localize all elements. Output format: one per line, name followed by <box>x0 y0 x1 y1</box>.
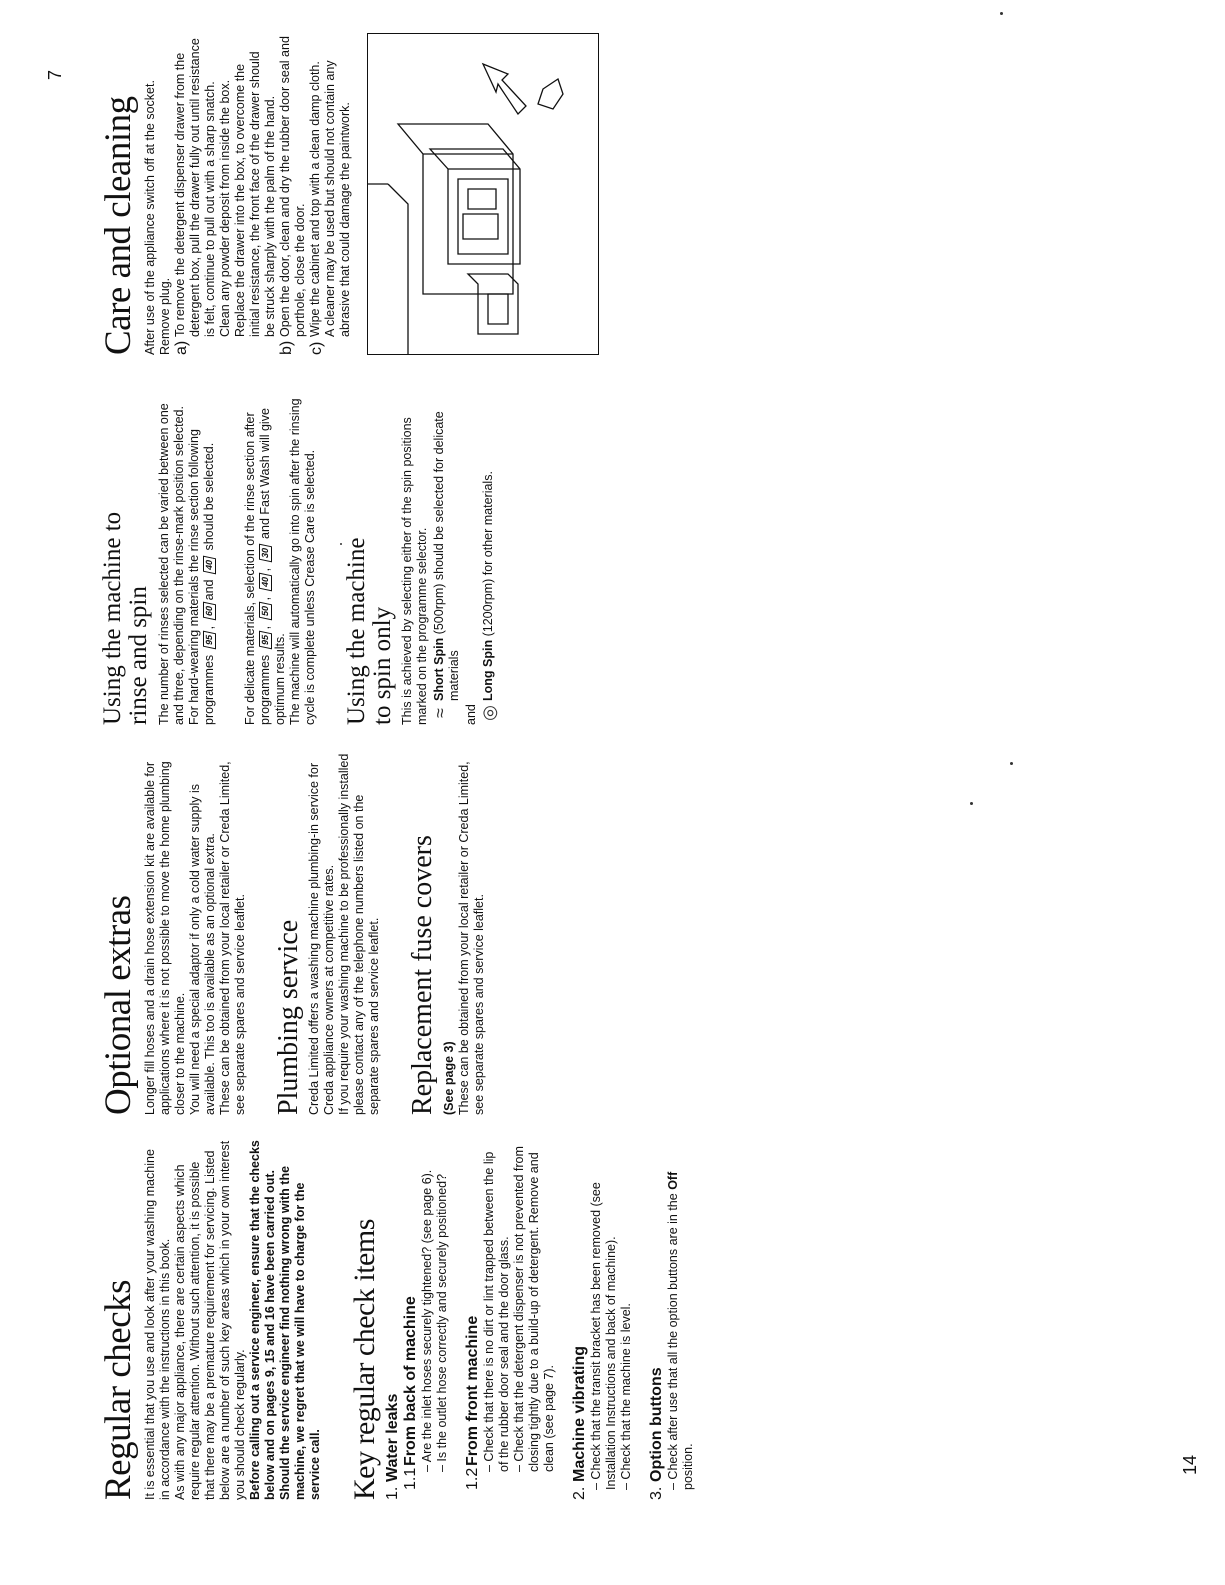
page-number-right: 7 <box>45 69 65 80</box>
rinse-text: For delicate materials, selection of the rinse section after programmes <box>242 412 272 725</box>
regular-checks-paragraph: It is essential that you use and look after your washing machine in accordance with the instructions in this book. <box>142 1149 172 1500</box>
short-spin-text <box>432 380 462 701</box>
rinse-paragraph: The number of rinses selected can be varied between one and three, depending on the rinse-mark position selected. <box>156 403 186 725</box>
item-label: Option buttons <box>648 1367 666 1482</box>
care-intro: After use of the appliance switch off at the socket. Remove plug. <box>142 80 172 355</box>
key-checks-title: Key regular check items <box>347 1219 381 1500</box>
programme-95-icon: 95 <box>259 631 272 650</box>
fuse-covers-title: Replacement fuse covers <box>407 835 439 1115</box>
programme-40-icon: 40 <box>259 573 272 592</box>
title-line: Using the machine to <box>99 511 126 725</box>
check-line-text: position. <box>681 1443 696 1490</box>
care-step-text: Wipe the cabinet and top with a clean damp cloth. <box>307 61 322 337</box>
check-line: – Check that there is no dirt or lint trapped between the lip of the rubber door seal and the door glass. <box>482 1151 512 1472</box>
item-label: Machine vibrating <box>571 1345 589 1482</box>
programme-40-icon: 40 <box>203 556 216 575</box>
check-item-vibrating <box>571 1140 589 1500</box>
plumbing-title: Plumbing service <box>272 919 304 1115</box>
long-spin-text <box>481 471 496 701</box>
optional-extras-paragraph: You will need a special adaptor if only a cold water supply is available. This too is available as an optional extra. <box>187 784 217 1115</box>
rinse-spin-title <box>100 380 153 725</box>
page-number-left: 14 <box>1180 1454 1200 1475</box>
step-marker: a) <box>172 340 190 355</box>
long-spin-icon: ◎ <box>479 705 499 721</box>
long-spin-label: Long Spin <box>481 639 495 701</box>
check-item-option-buttons <box>648 1140 666 1500</box>
short-spin-icon: ≈ <box>430 708 450 718</box>
check-line-text: – Check after use that all the option buttons are in the <box>666 1193 681 1490</box>
long-spin-row <box>481 380 497 725</box>
care-title: Care and cleaning <box>98 96 139 355</box>
programme-50-icon: 50 <box>259 602 272 621</box>
check-line: – Check that the machine is level. <box>619 1303 634 1490</box>
column-regular-checks <box>100 1140 696 1500</box>
column-rinse-spin <box>100 380 499 725</box>
step-marker: c) <box>307 341 325 355</box>
care-step-text: A cleaner may be used but should not contain any abrasive that could damage the paintwork. <box>322 60 352 337</box>
regular-checks-paragraph: As with any major appliance, there are certain aspects which require regular attention. Without such attention, it is possible that there may be a premature requirement for servicing. Listed below are a number of such key areas which in your own interest you should check regularly. <box>172 1140 247 1500</box>
check-line: – Check that the transit bracket has been removed (see Installation Instructions and back of machine). <box>589 1182 619 1490</box>
care-step-c <box>308 35 353 355</box>
column-optional-extras <box>100 750 487 1115</box>
off-position-label: Off <box>666 1171 681 1190</box>
item-number: 2. <box>571 1486 589 1500</box>
optional-extras-title: Optional extras <box>98 895 139 1115</box>
rinse-paragraph-hard-wearing: For hard-wearing materials the rinse section following programmes 95, 60and 40 should be selected. <box>186 429 216 725</box>
check-line <box>666 1140 696 1500</box>
care-step-b <box>278 35 308 355</box>
spin-intro: This is achieved by selecting either of the spin positions marked on the programme selector. <box>400 417 429 725</box>
title-line: to spin only <box>368 606 396 725</box>
spin-only-title <box>344 380 397 725</box>
detergent-drawer-illustration <box>367 33 599 355</box>
programme-30-icon: 30 <box>259 544 272 563</box>
short-spin-label: Short Spin <box>432 637 446 701</box>
regular-checks-title: Regular checks <box>98 1279 139 1500</box>
check-line: – Are the inlet hoses securely tightened? (see page 6). <box>420 1169 435 1472</box>
rinse-paragraph: The machine will automatically go into spin after the rinsing cycle is complete unless Crease Care is selected. <box>287 398 317 725</box>
item-number: 3. <box>648 1486 666 1500</box>
check-subitem-back <box>402 1140 420 1500</box>
check-subitem-front <box>464 1140 482 1500</box>
care-step-a <box>173 35 278 355</box>
and-word: and <box>464 704 478 725</box>
rinse-text: should be selected. <box>201 442 216 551</box>
short-spin-desc: (500rpm) should be selected for delicate materials <box>432 411 461 701</box>
title-line: rinse and spin <box>125 586 153 725</box>
optional-extras-paragraph: Longer fill hoses and a drain hose extension kit are available for applications where it is not possible to move the home plumbing closer to the machine. <box>142 761 187 1115</box>
rinse-text: and Fast Wash will give optimum results. <box>257 408 287 725</box>
care-step-text: Clean any powder deposit from inside the box. Replace the drawer into the box, to overcome the initial resistance, the front face of the drawer should be struck sharply with the palm of the hand. <box>217 51 277 337</box>
item-label: From back of machine <box>402 1296 420 1466</box>
rinse-text: For hard-wearing materials the rinse section following programmes <box>186 429 216 725</box>
title-line: Using the machine <box>342 537 370 725</box>
check-line: – Is the outlet hose correctly and securely positioned? <box>435 1173 450 1472</box>
item-number: 1. <box>384 1486 402 1500</box>
fuse-covers-see-page: (See page 3) <box>441 1041 456 1115</box>
item-label: Water leaks <box>384 1393 402 1482</box>
care-step-text: To remove the detergent dispenser drawer from the detergent box, pull the drawer fully out until resistance is felt, continue to pull out with a sharp snatch. <box>172 38 217 337</box>
rinse-paragraph-delicate: For delicate materials, selection of the rinse section after programmes 95, 50, 40, 30 and Fast Wash will give optimum results. <box>242 408 287 725</box>
check-item-water-leaks <box>384 1140 402 1500</box>
care-step-text: Open the door, clean and dry the rubber door seal and porthole, close the door. <box>277 36 307 337</box>
programme-95-icon: 95 <box>203 631 216 650</box>
item-label: From front machine <box>464 1315 482 1466</box>
step-marker: b) <box>277 340 295 355</box>
plumbing-paragraph: Creda Limited offers a washing machine plumbing-in service for Creda appliance owners at competitive rates. <box>307 762 337 1115</box>
long-spin-desc: (1200rpm) for other materials. <box>481 471 495 637</box>
fuse-covers-text: These can be obtained from your local retailer or Creda Limited, see separate spares and service leaflet. <box>456 761 486 1115</box>
short-spin-row <box>432 380 462 725</box>
item-number: 1.2 <box>464 1467 482 1490</box>
service-call-warning: Before calling out a service engineer, ensure that the checks below and on pages 9, 15 and 16 have been carried out. Should the service engineer find nothing wrong with the machine, we regret that we will have to charge for the service call. <box>247 1140 322 1500</box>
item-number: 1.1 <box>402 1467 420 1490</box>
check-line: – Check that the detergent dispenser is not prevented from closing tightly due to a build-up of detergent. Remove and clean (see page 7). <box>512 1146 557 1472</box>
programme-60-icon: 60 <box>203 602 216 621</box>
plumbing-paragraph: If you require your washing machine to be professionally installed please contact any of the telephone numbers listed on the separate spares and service leaflet. <box>337 753 382 1115</box>
column-care-cleaning <box>100 35 599 355</box>
optional-extras-paragraph: These can be obtained from your local retailer or Creda Limited, see separate spares and service leaflet. <box>217 761 247 1115</box>
